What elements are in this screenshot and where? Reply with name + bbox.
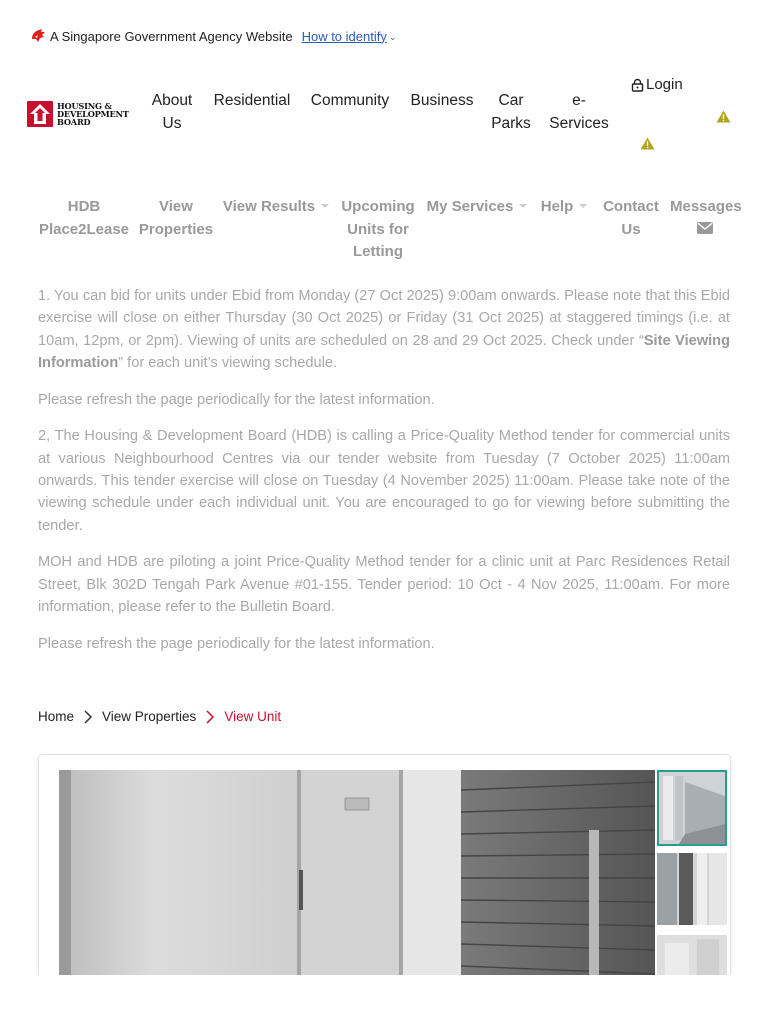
hdb-house-logo-icon xyxy=(26,100,54,128)
subnav-contact-line-2: Us xyxy=(621,220,641,238)
gov-masthead xyxy=(30,27,396,45)
thumbnail-image xyxy=(659,772,725,844)
chevron-right-icon xyxy=(83,710,93,724)
notice-ebid-text-end: ” for each unit’s viewing schedule. xyxy=(118,354,338,371)
subnav-help-label: Help xyxy=(540,198,574,215)
notice-ebid xyxy=(38,285,730,374)
subnav-upcoming-line-2: Units for xyxy=(347,220,409,238)
gallery-thumbnail[interactable] xyxy=(657,770,727,846)
logo-line-3: BOARD xyxy=(57,117,91,127)
gallery-thumbnail[interactable] xyxy=(657,853,727,925)
nav-e-services-line-2: Services xyxy=(549,115,609,132)
warning-icon[interactable] xyxy=(716,110,731,123)
thumbnail-image xyxy=(657,853,727,925)
login-label: Login xyxy=(646,76,683,93)
subnav-help-row xyxy=(536,196,592,219)
how-to-identify-link[interactable] xyxy=(302,29,397,44)
nav-business[interactable] xyxy=(410,89,474,112)
notice-clinic-tender: MOH and HDB are piloting a joint Price-Quality Method tender for a clinic unit at Parc Residences Retail Street, Blk 302D Tengah Park Avenue #01-155. Tender period: 10 Oct - 4 Nov 2025, 11:00am. For more information, please refer to the Bulletin Board. xyxy=(38,554,730,616)
nav-community-label: Community xyxy=(310,92,390,109)
notice-section xyxy=(38,285,730,670)
nav-about-us[interactable] xyxy=(148,89,196,135)
subnav-help[interactable] xyxy=(536,196,592,219)
breadcrumb-current: View Unit xyxy=(224,709,282,724)
hdb-logo[interactable] xyxy=(26,99,136,129)
unit-photo-image xyxy=(59,770,655,975)
chevron-right-icon xyxy=(205,710,215,724)
nav-business-label: Business xyxy=(410,92,474,109)
subnav-view-results-row xyxy=(222,196,330,219)
subnav-my-services-label: My Services xyxy=(426,198,514,215)
subnav-upcoming-units[interactable] xyxy=(338,196,418,264)
notice-refresh: Please refresh the page periodically for the latest information. xyxy=(38,391,435,408)
logo-line-1: HOUSING & xyxy=(57,101,112,111)
how-to-identify-label: How to identify xyxy=(301,28,387,44)
nav-community[interactable] xyxy=(308,89,392,112)
subnav-view-results-label: View Results xyxy=(222,198,316,215)
breadcrumb-view-properties[interactable]: View Properties xyxy=(102,709,197,724)
warning-icon[interactable] xyxy=(640,137,655,150)
subnav-view-properties-line-1: View xyxy=(159,198,193,215)
subnav-view-results[interactable] xyxy=(222,196,330,219)
nav-e-services[interactable] xyxy=(548,89,610,135)
nav-residential-label: Residential xyxy=(213,92,291,109)
subnav-place2lease-line-2: Place2Lease xyxy=(38,220,130,238)
nav-e-services-line-1: e- xyxy=(572,92,586,109)
breadcrumb-home[interactable]: Home xyxy=(38,709,75,724)
notice-tender: 2, The Housing & Development Board (HDB) is calling a Price-Quality Method tender for commercial units at various Neighbourhood Centres via our tender website from Tuesday (7 October 2025) 11:00am onwards. This tender exercise will close on Tuesday (4 November 2025) 11:00am. Please take note of the viewing schedule under each individual unit. You are encouraged to go for viewing before submitting the tender. xyxy=(38,428,730,534)
subnav-view-properties-line-2: Properties xyxy=(138,220,214,238)
main-unit-photo[interactable] xyxy=(59,770,655,975)
caret-down-icon xyxy=(321,204,329,208)
subnav-upcoming-line-3: Letting xyxy=(353,243,403,260)
notice-ebid-text: 1. You can bid for units under Ebid from Monday (27 Oct 2025) 9:00am onwards. Please note that this Ebid exercise will close on either Thursday (30 Oct 2025) or Friday (31 Oct 2025) at staggered timings (i.e. at 10am, 12pm, or 2pm). Viewing of units are scheduled on 28 and 29 Oct 2025. Check under “ xyxy=(38,288,730,349)
masthead-text: A Singapore Government Agency Website xyxy=(50,28,293,44)
nav-car-parks-line-1: Car xyxy=(498,92,524,109)
subnav-contact-line-1: Contact xyxy=(603,198,659,215)
subnav-messages-label: Messages xyxy=(670,198,742,215)
subnav-my-services[interactable] xyxy=(425,196,529,219)
caret-down-icon xyxy=(519,204,527,208)
page-bottom-fold xyxy=(0,975,768,1024)
chevron-down-icon: ⌄ xyxy=(388,31,397,42)
nav-residential[interactable] xyxy=(213,89,291,112)
lock-icon xyxy=(631,78,644,92)
logo-text xyxy=(57,102,129,126)
subnav-messages[interactable] xyxy=(670,196,740,234)
caret-down-icon xyxy=(579,204,587,208)
breadcrumb xyxy=(38,709,281,724)
notice-refresh-2: Please refresh the page periodically for the latest information. xyxy=(38,635,435,652)
envelope-icon xyxy=(697,222,713,234)
lion-head-icon xyxy=(30,28,46,44)
subnav-view-properties[interactable] xyxy=(137,196,215,241)
subnav-upcoming-line-1: Upcoming xyxy=(341,198,415,215)
site-viewing-info-emphasis: Site Viewing Information xyxy=(38,332,730,371)
logo-line-2: DEVELOPMENT xyxy=(57,109,129,119)
nav-about-line-2: Us xyxy=(162,115,182,132)
nav-car-parks[interactable] xyxy=(489,89,533,135)
nav-car-parks-line-2: Parks xyxy=(491,115,531,132)
subnav-hdb-place2lease[interactable] xyxy=(38,196,130,241)
subnav-place2lease-line-1: HDB xyxy=(67,198,101,215)
subnav-my-services-row xyxy=(425,196,529,219)
login-button[interactable] xyxy=(631,76,683,93)
subnav-contact-us[interactable] xyxy=(600,196,662,241)
nav-about-line-1: About xyxy=(151,92,193,109)
